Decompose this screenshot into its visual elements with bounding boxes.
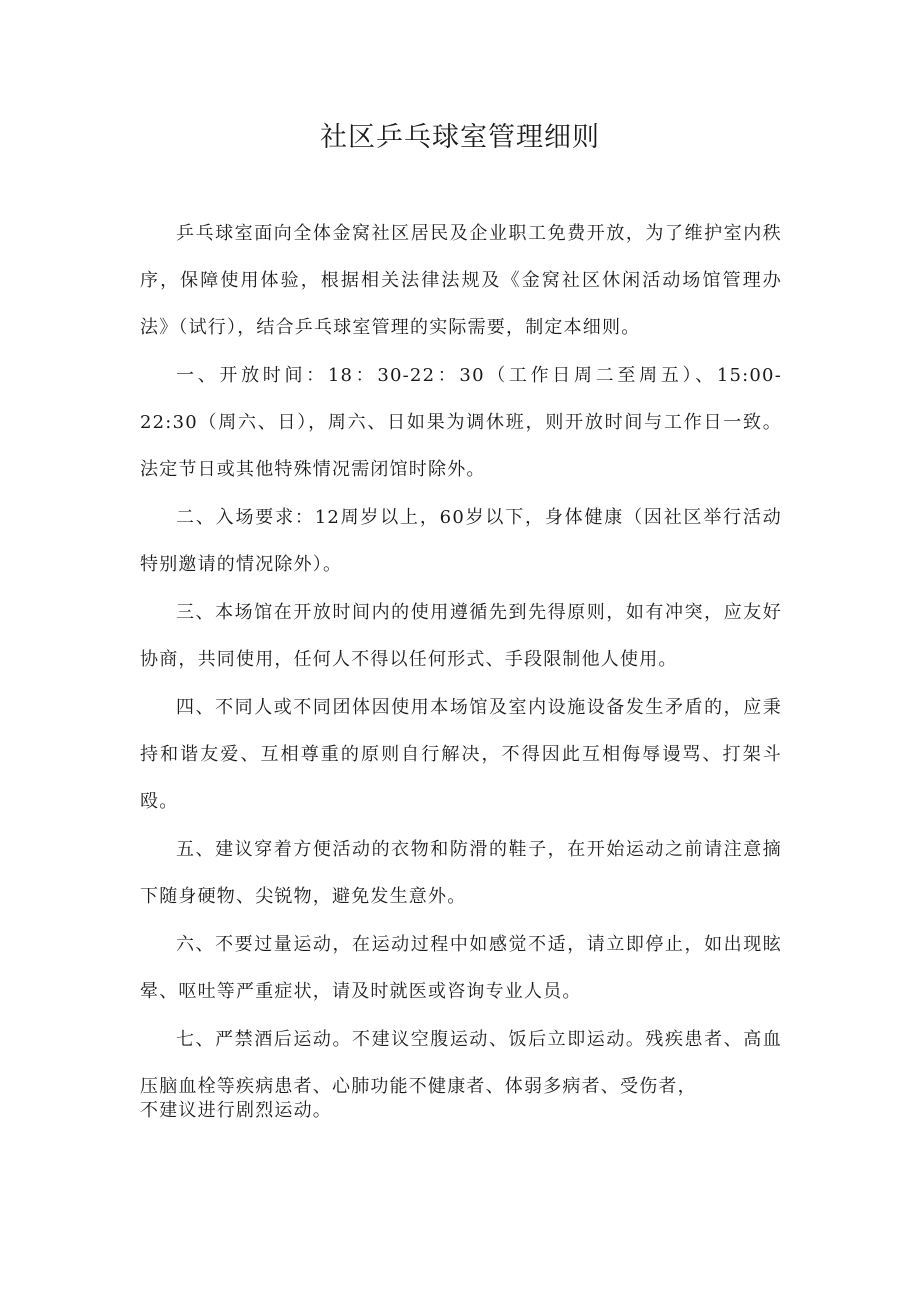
- paragraph-intro: 乒乓球室面向全体金窝社区居民及企业职工免费开放，为了维护室内秩序，保障使用体验，根据相关法律法规及《金窝社区休闲活动场馆管理办法》（试行），结合乒乓球室管理的实际需要，制定本细则。: [140, 223, 782, 338]
- paragraph-health-restrictions: 七、严禁酒后运动。不建议空腹运动、饭后立即运动。残疾患者、高血压脑血栓等疾病患者、心肺功能不健康者、体弱多病者、受伤者，: [140, 1029, 782, 1097]
- paragraph-entry-requirements: 二、入场要求：12周岁以上，60岁以下，身体健康（因社区举行活动特别邀请的情况除外）。: [140, 507, 782, 575]
- paragraph-opening-hours: 一、开放时间：18：30-22：30（工作日周二至周五）、15:00-22:30（周六、日），周六、日如果为调休班，则开放时间与工作日一致。法定节日或其他特殊情况需闭馆时除外。: [140, 365, 782, 480]
- paragraph-conflict-resolution: 四、不同人或不同团体因使用本场馆及室内设施设备发生矛盾的，应秉持和谐友爱、互相尊重的原则自行解决，不得因此互相侮辱谩骂、打架斗殴。: [140, 697, 782, 812]
- paragraph-attire-advice: 五、建议穿着方便活动的衣物和防滑的鞋子，在开始运动之前请注意摘下随身硬物、尖锐物，避免发生意外。: [140, 839, 782, 907]
- paragraph-health-restrictions-tail: 不建议进行剧烈运动。: [140, 1100, 332, 1121]
- paragraph-exercise-caution: 六、不要过量运动，在运动过程中如感觉不适，请立即停止，如出现眩晕、呕吐等严重症状，请及时就医或咨询专业人员。: [140, 934, 782, 1002]
- paragraph-first-come-rule: 三、本场馆在开放时间内的使用遵循先到先得原则，如有冲突，应友好协商，共同使用，任何人不得以任何形式、手段限制他人使用。: [140, 602, 782, 670]
- document-title: 社区乒乓球室管理细则: [320, 122, 600, 153]
- document-body: [140, 210, 782, 1124]
